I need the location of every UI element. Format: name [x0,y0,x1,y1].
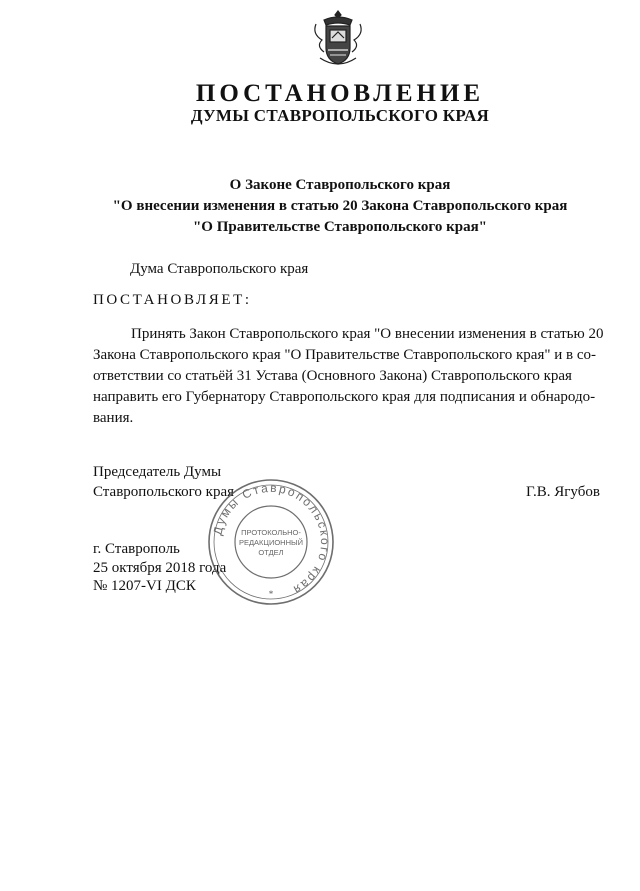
body-line: Принять Закон Ставропольского края "О внесении изменения в статью 20 [131,326,604,342]
stamp-ring-text: Думы Ставропольского края [210,480,333,598]
stamp-center-line: ОТДЕЛ [258,548,284,557]
subject-line: "О Правительстве Ставропольского края" [192,219,488,235]
document-number: № 1207-VI ДСК [93,578,196,594]
body-line: Закона Ставропольского края "О Правительстве Ставропольского края" и в со- [93,347,596,363]
document-date: 25 октября 2018 года [93,560,227,576]
subject-line: О Законе Ставропольского края [229,177,451,193]
stamp-center-line: ПРОТОКОЛЬНО- [241,528,301,537]
document-title: ПОСТАНОВЛЕНИЕ [195,80,485,107]
resolution-body [93,324,604,429]
stamp-center-line: РЕДАКЦИОННЫЙ [238,538,304,547]
signer-position-line2: Ставропольского края [93,484,234,500]
body-line: ответствии со статьёй 31 Устава (Основного Закона) Ставропольского края [93,368,572,384]
stamp-star-icon: * [268,589,274,599]
official-stamp [202,473,340,611]
signer-position-line1: Председатель Думы [93,464,222,480]
document-subject [0,175,640,238]
coat-of-arms-emblem [310,8,366,70]
document-city: г. Ставрополь [93,541,180,557]
decree-heading: ПОСТАНОВЛЯЕТ: [93,292,252,308]
document-subtitle: ДУМЫ СТАВРОПОЛЬСКОГО КРАЯ [190,106,490,125]
body-line: вания. [93,410,134,426]
signer-name: Г.В. Ягубов [526,484,600,500]
body-line: направить его Губернатору Ставропольского края для подписания и обнародо- [93,389,596,405]
subject-line: "О внесении изменения в статью 20 Закона Ставропольского края [112,198,568,214]
issuer-line: Дума Ставропольского края [130,261,309,277]
